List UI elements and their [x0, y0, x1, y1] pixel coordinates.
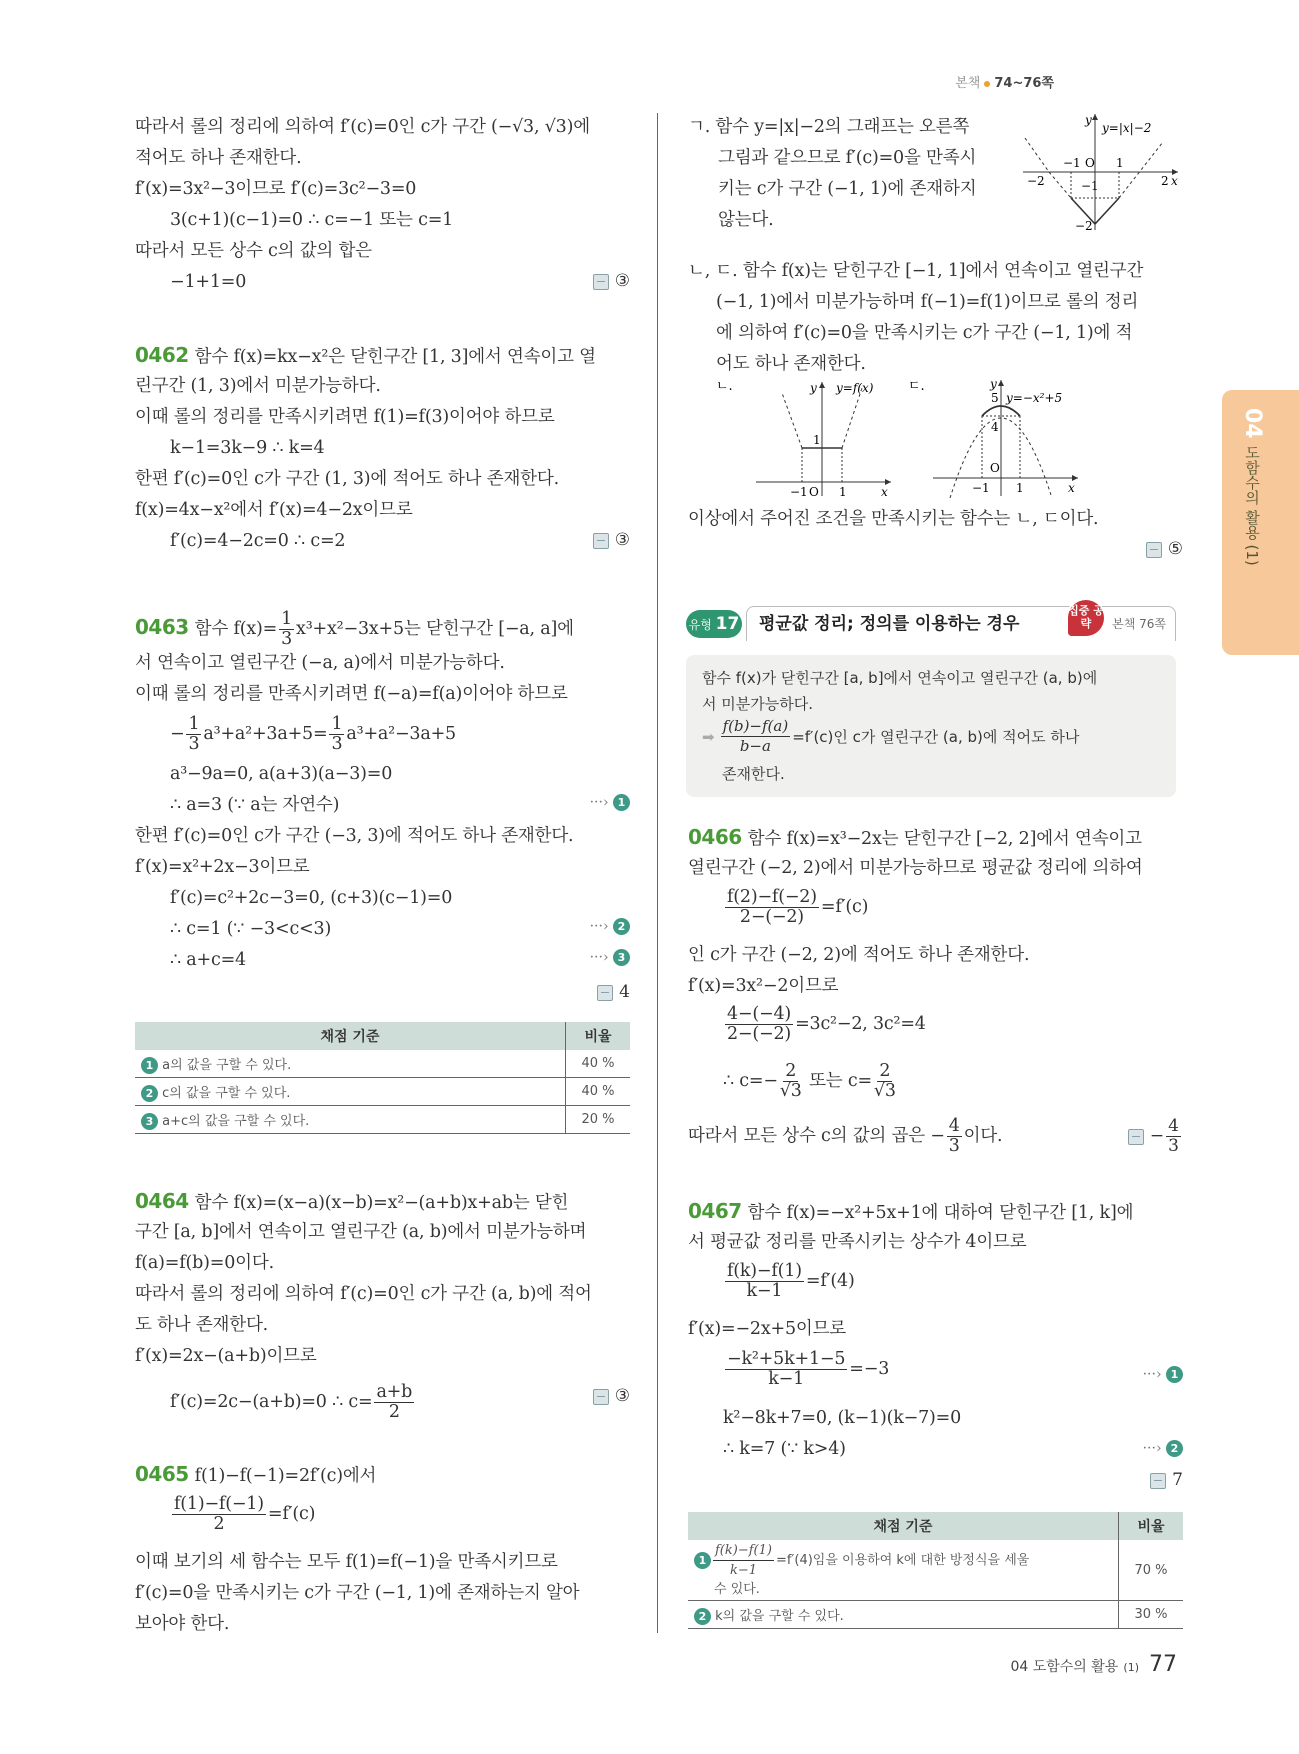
answer-icon — [593, 533, 609, 549]
svg-text:y=|x|−2: y=|x|−2 — [1102, 121, 1152, 135]
page-footer: 04 도함수의 활용 (1) 77 — [1010, 1652, 1177, 1677]
svg-text:y: y — [990, 378, 997, 391]
answer-0463: 4 — [597, 982, 630, 1002]
problem-0467: 0467 함수 f(x)=−x²+5x+1에 대하여 닫힌구간 [1, k]에 — [688, 1199, 1134, 1223]
svg-text:y=−x²+5: y=−x²+5 — [1006, 391, 1063, 405]
equation: − $\frac{1}{3}$ a³+a²+3a+5= $\frac{1}{3}$ a³+a²−3a+5 — [170, 714, 456, 754]
table-row: 3 a+c의 값을 구할 수 있다. 20 % — [135, 1106, 630, 1134]
table-row: 2 k의 값을 구할 수 있다. 30 % — [688, 1601, 1183, 1629]
table-row: 1 $\frac{f(k)-f(1)}{k-1}$ =f′(4)임을 이용하여 k에 대한 방정식을 세울 수 있다. 70 % — [688, 1540, 1183, 1601]
type-17-header — [686, 606, 1176, 642]
problem-0463: 0463 함수 f(x)= $\frac{1}{3}$ x³+x²−3x+5는 닫힌구간 [−a, a]에 — [135, 609, 574, 649]
step-marker-2: ···› 2 — [1143, 1440, 1183, 1457]
step-marker-3: ···› 3 — [590, 949, 630, 966]
concept-box: 함수 f(x)가 닫힌구간 [a, b]에서 연속이고 열린구간 (a, b)에 서 미분가능하다. ➡ $\frac{f(b)-f(a)}{b-a}$ =f′(c)인 c가 열린구간 (a, b)에 적어도 하나 존재한다. — [686, 655, 1176, 797]
svg-text:1: 1 — [813, 433, 821, 447]
svg-text:y: y — [1085, 113, 1092, 127]
grading-table-0463: 채점 기준 비율 1 a의 값을 구할 수 있다. 40 % 2 c의 값을 구할 수 있다. 40 % 3 a+c의 값을 구할 수 있다. 20 % — [135, 1022, 630, 1134]
svg-text:O: O — [990, 461, 1000, 475]
type-badge: 유형 17 — [686, 610, 742, 638]
svg-text:4: 4 — [991, 420, 999, 434]
answer-icon — [597, 985, 613, 1001]
svg-text:O: O — [809, 485, 819, 498]
type-title: 평균값 정리; 정의를 이용하는 경우 — [746, 606, 1176, 641]
table-row: 2 c의 값을 구할 수 있다. 40 % — [135, 1078, 630, 1106]
answer-0465: ⑤ — [1146, 539, 1183, 559]
bullet-dot-icon — [984, 81, 990, 87]
svg-text:x: x — [1171, 174, 1178, 188]
svg-text:−2: −2 — [1075, 219, 1093, 232]
svg-text:1: 1 — [1016, 481, 1024, 495]
arrow-right-icon: ➡ — [702, 727, 715, 746]
problem-0466: 0466 함수 f(x)=x³−2x는 닫힌구간 [−2, 2]에서 연속이고 — [688, 825, 1142, 849]
svg-text:1: 1 — [839, 485, 847, 498]
svg-text:5: 5 — [991, 391, 999, 405]
answer-0462: ③ — [593, 530, 630, 550]
svg-text:−2: −2 — [1027, 174, 1045, 188]
svg-text:y=f(x): y=f(x) — [836, 381, 874, 395]
problem-0462: 0462 함수 f(x)=kx−x²은 닫힌구간 [1, 3]에서 연속이고 열 — [135, 343, 596, 367]
svg-text:x: x — [1068, 481, 1075, 495]
column-divider — [657, 113, 658, 1633]
svg-text:−1: −1 — [1063, 156, 1081, 170]
answer-icon — [1150, 1473, 1166, 1489]
answer-0464: ③ — [593, 1386, 630, 1406]
answer-icon — [1128, 1129, 1144, 1145]
svg-text:−1: −1 — [790, 485, 808, 498]
chapter-side-tab[interactable]: 04 도함수의 활용 (1) — [1222, 390, 1299, 655]
answer-0467: 7 — [1150, 1470, 1183, 1490]
page-header: 본책 74~76쪽 — [955, 76, 1054, 91]
svg-text:−1: −1 — [1081, 179, 1099, 193]
svg-text:y: y — [810, 381, 817, 395]
table-row: 1 a의 값을 구할 수 있다. 40 % — [135, 1050, 630, 1078]
graph-abs-x-minus-2 — [1023, 112, 1183, 232]
svg-text:2: 2 — [1161, 174, 1169, 188]
problem-0465: 0465 f(1)−f(−1)=2f′(c)에서 — [135, 1462, 377, 1486]
step-marker-2: ···› 2 — [590, 918, 630, 935]
answer-0466: − $\frac{4}{3}$ — [1128, 1117, 1183, 1156]
step-marker-1: ···› 1 — [590, 794, 630, 811]
grading-table-0467: 채점 기준 비율 1 $\frac{f(k)-f(1)}{k-1}$ =f′(4)임을 이용하여 k에 대한 방정식을 세울 수 있다. 70 % 2 k의 값을 구할 수 있다. 30 % — [688, 1512, 1183, 1629]
problem-0464: 0464 함수 f(x)=(x−a)(x−b)=x²−(a+b)x+ab는 닫힌 — [135, 1189, 569, 1213]
focus-badge: 집중 공략 — [1068, 600, 1104, 636]
answer-page: 본책 74~76쪽 04 도함수의 활용 (1) 따라서 롤의 정리에 의하여 f′(c)=0인 c가 구간 (−√3, √3)에 적어도 하나 존재한다. f′(x)=3x²−3이므로 f′(c)=3c²−3=0 3(c+1)(c−1)=0 ∴ c=−1 또는 c=1 따라서 모든 상수 c의 값의 합은 −1+1=0 ③ 0462 함수 f(x)=kx−x²은 닫힌구간 [1, 3]에서 연속이고 열 린구간 (1, 3)에서 미분가능하다. 이때 롤의 정리를 만족시키려면 f(1)=f(3)이어야 하므로 k−1=3k−9 ∴ k=4 한편 f′(c)=0인 c가 구간 (1, 3)에 적어도 하나 존재한다. f(x)=4x−x²에서 f′(x)=4−2x이므로 f′(c)=4−2c=0 ∴ c=2 ③ 0463 함수 f(x)= $\frac{1}{3}$ x³+x²−3x+5는 닫힌구간 [−a, a]에 서 연속이고 열린구간 (−a, a)에서 미분가능하다. 이때 롤의 정리를 만족시키려면 f(−a)=f(a)이어야 하므로 − $\frac{1}{3}$ a³+a²+3a+5= $\frac{1}{3}$ a³+a²−3a+5 a³−9a=0, a(a+3)(a−3)=0 ∴ a=3 (∵ a는 자연수) ···› 1 한편 f′(c)=0인 c가 구간 (−3, 3)에 적어도 하나 존재한다. f′(x)=x²+2x−3이므로 f′(c)=c²+2c−3=0, (c+3)(c−1)=0 ∴ c=1 (∵ −3<c<3) ···› 2 ∴ a+c=4 ···› 3 4 채점 기준 비율 1 a의 값을 구할 수 있다. 40 % 2 c의 값을 구할 수 있다. 40 % 3 a+c의 값을 구할 수 있다. 20 % 0464 함수 f(x)=(x−a)(x−b)=x²−(a+b)x+ab는 닫힌 구간 [a, b]에서 연속이고 열린구간 (a, b)에서 미분가능하며 f(a)=f(b)=0이다. 따라서 롤의 정리에 의하여 f′(c)=0인 c가 구간 (a, b)에 적어 도 하나 존재한다. f′(x)=2x−(a+b)이므로 f′(c)=2c−(a+b)=0 ∴ c= $\frac{a+b}{2}$ ③ 0465 f(1)−f(−1)=2f′(c)에서 $\frac{f(1)-f(-1)}{2}$ =f′(c) 이때 보기의 세 함수는 모두 f(1)=f(−1)을 만족시키므로 f′(c)=0을 만족시키는 c가 구간 (−1, 1)에 존재하는지 알아 보아야 한다. ㄱ. 함수 y=|x|−2의 그래프는 오른쪽 그림과 같으므로 f′(c)=0을 만족시 키는 c가 구간 (−1, 1)에 존재하지 않는다. y y=|x|−2 −1 O 1 −2 2 x −1 −2 ㄴ, ㄷ. 함수 f(x)는 닫힌구간 [−1, 1]에서 연속이고 열린구간 (−1, 1)에서 미분가능하며 f(−1)=f(1)이므로 롤의 정리 에 의하여 f′(c)=0을 만족시키는 c가 구간 (−1, 1)에 적 어도 하나 존재한다. ㄴ. y y=f(x) 1 −1 O 1 x ㄷ. y 5 y=−x²+5 4 O −1 1 x 이상에서 주어진 조건을 만족시키는 함수는 ㄴ, ㄷ이다. ⑤ 유형 17 평균값 정리; 정의를 이용하는 경우 집중 공략 본책 76쪽 함수 f(x)가 닫힌구간 [a, b]에서 연속이고 열린구간 (a, b)에 서 미분가능하다. ➡ $\frac{f(b)-f(a)}{b-a}$ =f′(c)인 c가 열린구간 (a, b)에 적어도 하나 존재한다. 0466 함수 f(x)=x³−2x는 닫힌구간 [−2, 2]에서 연속이고 열린구간 (−2, 2)에서 미분가능하므로 평균값 정리에 의하여 $\frac{f(2)-f(-2)}{2-(-2)}$ =f′(c) 인 c가 구간 (−2, 2)에 적어도 하나 존재한다. f′(x)=3x²−2이므로 $\frac{4-(-4)}{2-(-2)}$ =3c²−2, 3c²=4 ∴ c=− $\frac{2}{√3}$ 또는 c= $\frac{2}{√3}$ 따라서 모든 상수 c의 값의 곱은 − $\frac{4}{3}$ 이다. − $\frac{4}{3}$ 0467 함수 f(x)=−x²+5x+1에 대하여 닫힌구간 [1, k]에 서 평균값 정리를 만족시키는 상수가 4이므로 $\frac{f(k)-f(1)}{k-1}$ =f′(4) f′(x)=−2x+5이므로 $\frac{\text{−k²+5k+1−5}}{k-1}$ =−3 ···› 1 k²−8k+7=0, (k−1)(k−7)=0 ∴ k=7 (∵ k>4) ···› 2 7 채점 기준 비율 1 $\frac{f(k)-f(1)}{k-1}$ =f′(4)임을 이용하여 k에 대한 방정식을 세울 수 있다. 70 % 2 k의 값을 구할 수 있다. 30 % 04 도함수의 활용 (1) 77 — [0, 0, 1299, 1754]
svg-text:x: x — [881, 485, 888, 498]
svg-text:−1: −1 — [972, 481, 990, 495]
answer-0461: ③ — [593, 271, 630, 291]
answer-icon — [593, 1389, 609, 1405]
textbook-ref: 본책 76쪽 — [1112, 617, 1166, 631]
svg-text:O: O — [1085, 156, 1095, 170]
svg-text:ㄴ.: ㄴ. — [716, 379, 733, 394]
graph-n-piecewise — [716, 378, 896, 498]
page-number: 77 — [1149, 1652, 1177, 1677]
svg-text:ㄷ.: ㄷ. — [908, 379, 925, 394]
svg-text:1: 1 — [1116, 156, 1124, 170]
answer-icon — [1146, 542, 1162, 558]
graph-d-parabola — [908, 378, 1083, 498]
answer-icon — [593, 274, 609, 290]
step-marker-1: ···› 1 — [1143, 1366, 1183, 1383]
